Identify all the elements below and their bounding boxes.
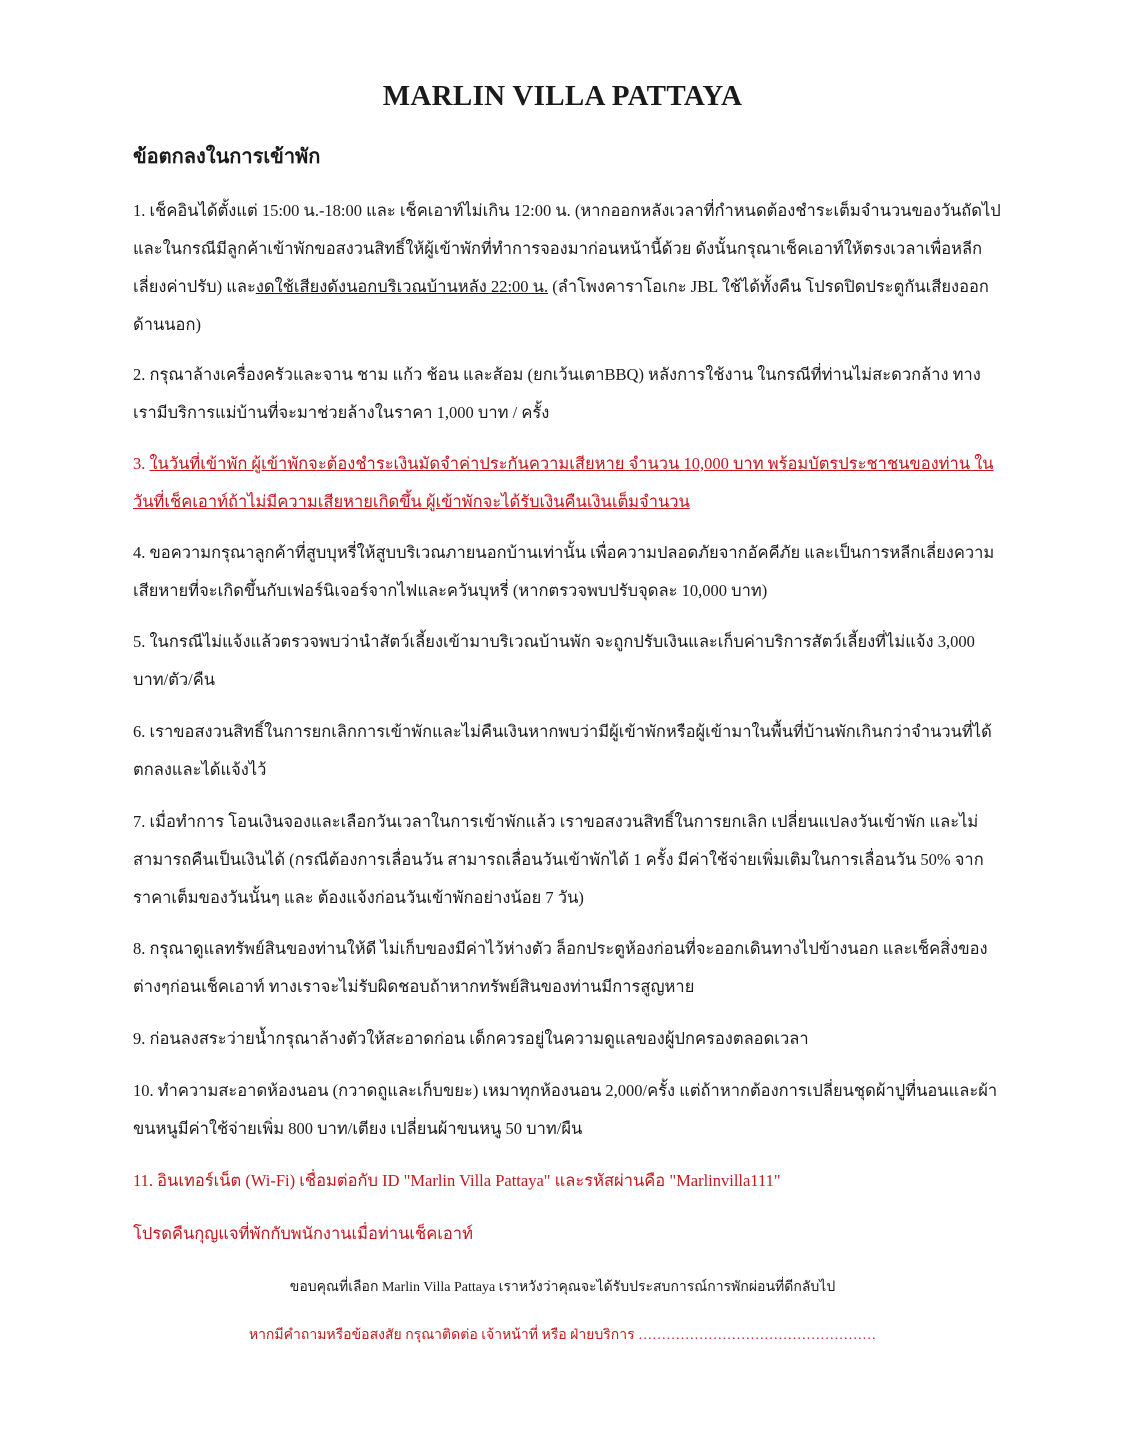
clause-3 xyxy=(133,445,1003,521)
section-heading: ข้อตกลงในการเข้าพัก xyxy=(133,146,321,168)
clause-7: 7. เมื่อทำการ โอนเงินจองและเลือกวันเวลาในการเข้าพักแล้ว เราขอสงวนสิทธิ์ในการยกเลิก เปลี่ยนแปลงวันเข้าพัก และไม่สามารถคืนเป็นเงินได้ (กรณีต้องการเลื่อนวัน สามารถเลื่อนวันเข้าพักได้ 1 ครั้ง มีค่าใช้จ่ายเพิ่มเติมในการเลื่อนวัน 50% จากราคาเต็มของวันนั้นๆ และ ต้องแจ้งก่อนวันเข้าพักอย่างน้อย 7 วัน) xyxy=(133,812,984,907)
clause-10: 10. ทำความสะอาดห้องนอน (กวาดถูและเก็บขยะ) เหมาทุกห้องนอน 2,000/ครั้ง แต่ถ้าหากต้องการเปลี่ยนชุดผ้าปูที่นอนและผ้าขนหนูมีค่าใช้จ่ายเพิ่ม 800 บาท/เตียง เปลี่ยนผ้าขนหนู 50 บาท/ผืน xyxy=(133,1081,998,1138)
clause-1-noise-rule: งดใช้เสียงดังนอกบริเวณบ้านหลัง 22:00 น. xyxy=(255,277,549,296)
document-title: MARLIN VILLA PATTAYA xyxy=(382,80,743,112)
thank-you-line: ขอบคุณที่เลือก Marlin Villa Pattaya เราหวังว่าคุณจะได้รับประสบการณ์การพักผ่อนที่ดีกลับไป xyxy=(289,1280,836,1295)
clause-2: 2. กรุณาล้างเครื่องครัวและจาน ชาม แก้ว ช้อน และส้อม (ยกเว้นเตาBBQ) หลังการใช้งาน ในกรณีที่ท่านไม่สะดวกล้าง ทางเรามีบริการแม่บ้านที่จะมาช่วยล้างในราคา 1,000 บาท / ครั้ง xyxy=(133,365,981,422)
clause-3-number: 3. xyxy=(133,454,150,473)
clause-1 xyxy=(133,192,1003,344)
key-return-note: โปรดคืนกุญแจที่พักกับพนักงานเมื่อท่านเช็คเอาท์ xyxy=(133,1224,473,1243)
clause-9: 9. ก่อนลงสระว่ายน้ำกรุณาล้างตัวให้สะอาดก่อน เด็กควรอยู่ในความดูแลของผู้ปกครองตลอดเวลา xyxy=(133,1029,809,1048)
clause-11-wifi: 11. อินเทอร์เน็ต (Wi-Fi) เชื่อมต่อกับ ID "Marlin Villa Pattaya" และรหัสผ่านคือ "Marlinvilla111" xyxy=(133,1171,781,1190)
clause-3-deposit-text: ในวันที่เข้าพัก ผู้เข้าพักจะต้องชำระเงินมัดจำค่าประกันความเสียหาย จำนวน 10,000 บาท พร้อมบัตรประชาชนของท่าน ในวันที่เช็คเอาท์ถ้าไม่มีความเสียหายเกิดขึ้น ผู้เข้าพักจะได้รับเงินคืนเงินเต็มจำนวน xyxy=(133,454,994,511)
clause-1-text-c: (ลำโพงคาราโอเกะ JBL ใช้ได้ทั้งคืน โปรดปิดประตูกันเสียงออกด้านนอก) xyxy=(133,277,989,334)
clause-1-text-a: 1. เช็คอินได้ตั้งแต่ 15:00 น.-18:00 และ เช็คเอาท์ไม่เกิน 12:00 น. (หากออกหลังเวลาที่กำหนดต้องชำระเต็มจำนวนของวันถัดไป และในกรณีมีลูกค้าเข้าพักขอสงวนสิทธิ์ให้ผู้เข้าพักที่ทำการจองมาก่อนหน้านี้ด้วย ดังนั้นกรุณาเช็คเอาท์ให้ตรงเวลาเพื่อหลีกเลี่ยงค่าปรับ) และ xyxy=(133,201,1001,296)
clause-4: 4. ขอความกรุณาลูกค้าที่สูบบุหรี่ให้สูบบริเวณภายนอกบ้านเท่านั้น เพื่อความปลอดภัยจากอัคคีภัย และเป็นการหลีกเลี่ยงความเสียหายที่จะเกิดขึ้นกับเฟอร์นิเจอร์จากไฟและควันบุหรี่ (หากตรวจพบปรับจุดละ 10,000 บาท) xyxy=(133,543,995,600)
clause-5: 5. ในกรณีไม่แจ้งแล้วตรวจพบว่านำสัตว์เลี้ยงเข้ามาบริเวณบ้านพัก จะถูกปรับเงินและเก็บค่าบริการสัตว์เลี้ยงที่ไม่แจ้ง 3,000 บาท/ตัว/คืน xyxy=(133,632,975,689)
clause-6: 6. เราขอสงวนสิทธิ์ในการยกเลิกการเข้าพักและไม่คืนเงินหากพบว่ามีผู้เข้าพักหรือผู้เข้ามาในพื้นที่บ้านพักเกินกว่าจำนวนที่ได้ตกลงและได้แจ้งไว้ xyxy=(133,722,992,779)
contact-line: หากมีคำถามหรือข้อสงสัย กรุณาติดต่อ เจ้าหน้าที่ หรือ ฝ่ายบริการ …………………………………………… xyxy=(248,1328,877,1343)
clause-8: 8. กรุณาดูแลทรัพย์สินของท่านให้ดี ไม่เก็บของมีค่าไว้ห่างตัว ล็อกประตูห้องก่อนที่จะออกเดินทางไปข้างนอก และเช็คสิ่งของต่างๆก่อนเช็คเอาท์ ทางเราจะไม่รับผิดชอบถ้าหากทรัพย์สินของท่านมีการสูญหาย xyxy=(133,939,988,996)
